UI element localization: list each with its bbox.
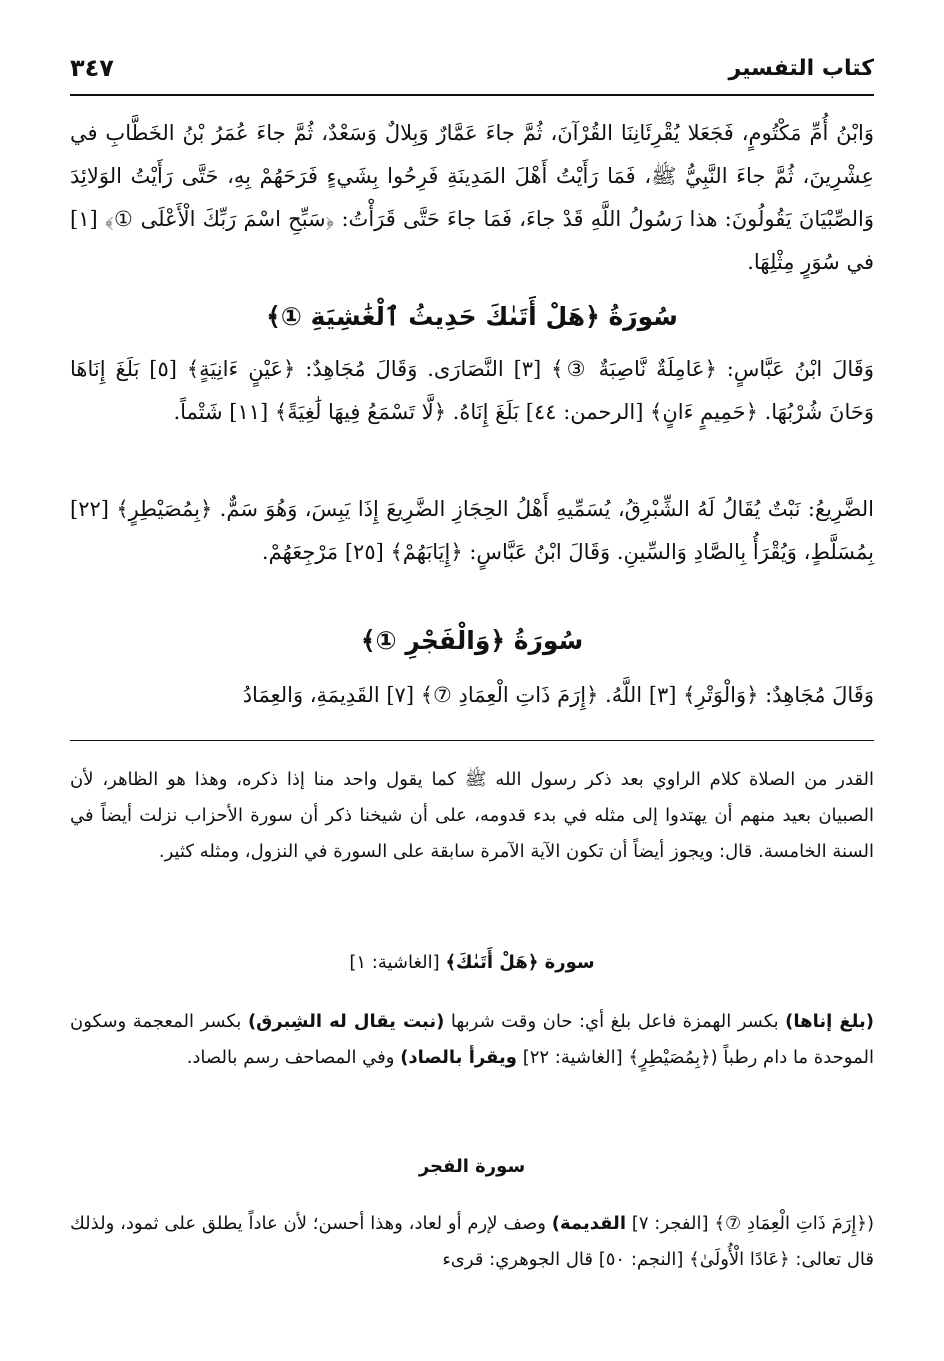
main-paragraph: وَقَالَ مُجَاهِدٌ: ﴿وَالْوَتْرِ﴾ [٣] اللَّهُ. ﴿إِرَمَ ذَاتِ الْعِمَادِ ⑦﴾ [٧] القَدِيمَةِ، وَالعِمَادُ (242, 683, 874, 707)
commentary-text-run: بكسر المعجمة وسكون الموحدة ما دام رطباً (﴿بِمُصَيْطِرٍ﴾ [الغاشية: ٢٢] (70, 1011, 874, 1068)
commentary-text-run: وصف لإرم أو لعاد، وهذا أحسن؛ لأن عاداً يطلق على ثمود، ولذلك قال تعالى: ﴿عَادًا الْأُولَىٰ﴾ [النجم: ٥٠] قال الجوهري: قرىء (70, 1213, 874, 1270)
commentary-text (70, 1004, 874, 1076)
commentary-text (70, 1206, 874, 1278)
page-header (70, 52, 874, 96)
bold-term: ويقرأ بالصاد) (400, 1047, 517, 1068)
commentary-paragraph-2 (70, 1004, 874, 1076)
ghashiya-paragraph-1 (70, 348, 874, 434)
hadith-paragraph: وَابْنُ أُمِّ مَكْتُومٍ، فَجَعَلا يُقْرِئَانِنَا القُرْآنَ، ثُمَّ جاءَ عَمَّارٌ وَبِلالٌ وَسَعْدٌ، ثُمَّ جاءَ عُمَرُ بْنُ الخَطَّابِ في عِشْرِينَ، ثُمَّ جاءَ النَّبِيُّ ﷺ، فَمَا رَأَيْتُ أَهْلَ المَدِينَةِ فَرِحُوا بِشَيءٍ فَرَحَهُمْ بِهِ، حَتَّى رَأَيْتُ الوَلائِدَ وَالصِّبْيَانَ يَقُولُونَ: هذا رَسُولُ اللَّهِ قَدْ جاءَ، فَمَا جاءَ حَتَّى قَرَأْتُ: ﴿سَبِّحِ اسْمَ رَبِّكَ الْأَعْلَى ①﴾ [١] في سُوَرٍ مِثْلِهَا. (70, 121, 874, 274)
footnote-separator (70, 740, 874, 741)
hadith-text (70, 112, 874, 284)
commentary-paragraph-1 (70, 762, 874, 870)
commentary-paragraph-3 (70, 1206, 874, 1278)
commentary-text-run: (﴿إِرَمَ ذَاتِ الْعِمَادِ ⑦﴾ [الفجر: ٧] (625, 1213, 875, 1234)
surah-heading-ghashiya: سُورَةُ ﴿هَلْ أَتَىٰكَ حَدِيثُ ٱلْغَٰشِيَةِ ①﴾ (266, 302, 678, 331)
page-number: ٣٤٧ (70, 54, 114, 82)
commentary-heading-fajr: سورة الفجر (418, 1156, 526, 1177)
commentary-text-run: وفي المصاحف رسم بالصاد. (186, 1047, 401, 1068)
bold-term: القديمة) (551, 1213, 626, 1234)
commentary-heading-main: سورة ﴿هَلْ أَتَىٰكَ﴾ (445, 952, 595, 973)
commentary-text: القدر من الصلاة كلام الراوي بعد ذكر رسول الله ﷺ كما يقول واحد منا إذا ذكره، وهذا هو الظاهر، لأن الصبيان بعيد منهم أن يهتدوا إلى مثله في بدء قدومه، على أن شيخنا ذكر أن سورة الأحزاب نزلت أيضاً في السنة الخامسة. قال: ويجوز أيضاً أن تكون الآية الآمرة سابقة على السورة في النزول، ومثله كثير. (70, 769, 874, 862)
commentary-heading-ghashiya (70, 952, 874, 973)
bold-term: (نبت يقال له الشِبرق) (247, 1011, 445, 1032)
main-paragraph: الضَّرِيعُ: نَبْتٌ يُقَالُ لَهُ الشِّبْرِقُ، يُسَمِّيهِ أَهْلُ الحِجَازِ الضَّرِيعَ إِذَا يَبِسَ، وَهُوَ سَمٌّ. ﴿بِمُصَيْطِرٍ﴾ [٢٢] بِمُسَلَّطٍ، وَيُقْرَأُ بِالصَّادِ وَالسِّينِ. وَقَالَ ابْنُ عَبَّاسٍ: ﴿إِيَابَهُمْ﴾ [٢٥] مَرْجِعَهُمْ. (70, 497, 874, 564)
surah-heading-fajr: سُورَةُ ﴿وَالْفَجْرِ ①﴾ (360, 626, 584, 655)
running-title: كتاب التفسير (728, 56, 874, 81)
fajr-paragraph-1 (70, 674, 874, 717)
commentary-heading-ref: [الغاشية: ١] (349, 952, 440, 973)
ghashiya-paragraph-2 (70, 488, 874, 574)
commentary-text-run: بكسر الهمزة فاعل بلغ أي: حان وقت شربها (444, 1011, 786, 1032)
bold-term: (بلغ إناها) (785, 1011, 874, 1032)
main-paragraph: وَقَالَ ابْنُ عَبَّاسٍ: ﴿عَامِلَةٌ نَّاصِبَةٌ ③﴾ [٣] النَّصَارَى. وَقَالَ مُجَاهِدٌ: ﴿عَيْنٍ ءَانِيَةٍ﴾ [٥] بَلَغَ إِنَاهَا وَحَانَ شُرْبُهَا. ﴿حَمِيمٍ ءَانٍ﴾ [الرحمن: ٤٤] بَلَغَ إِنَاهُ. ﴿لَّا تَسْمَعُ فِيهَا لَٰغِيَةً﴾ [١١] شَتْماً. (70, 357, 874, 424)
